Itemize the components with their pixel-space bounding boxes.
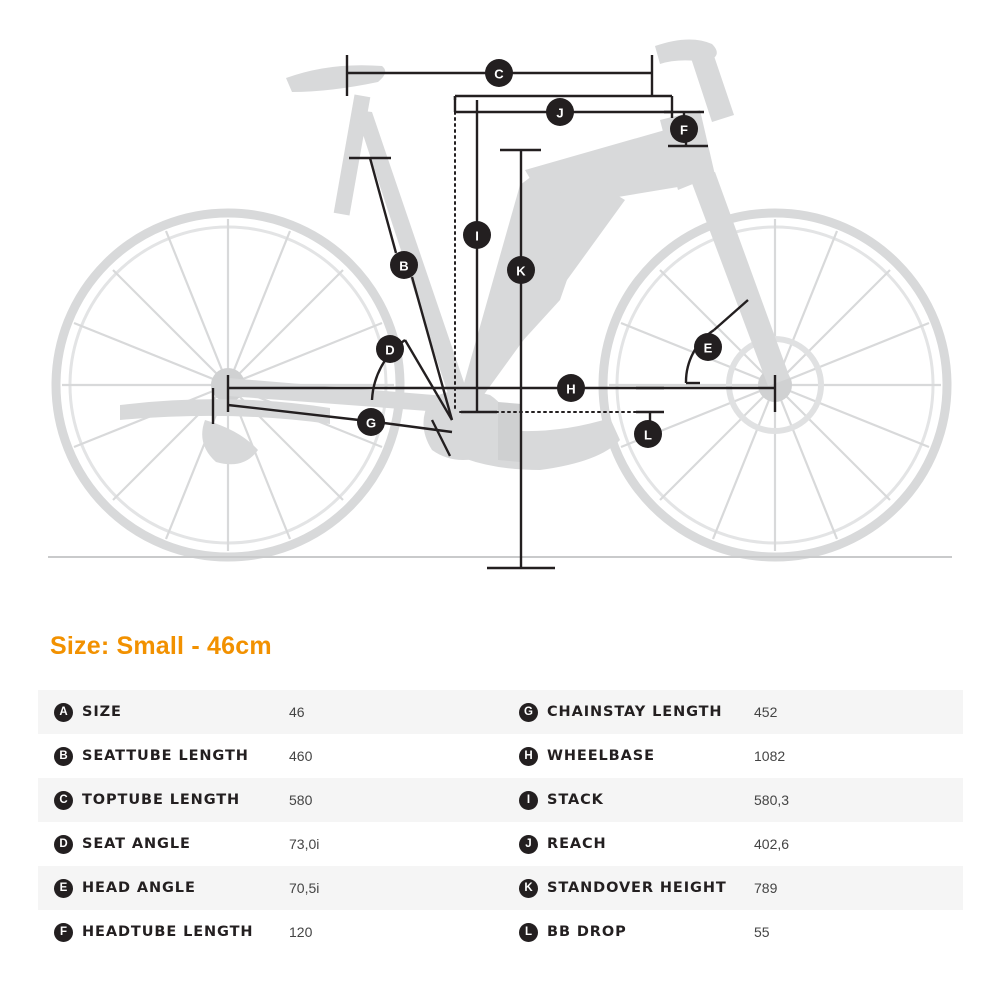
badge-icon: L [519,923,538,942]
svg-text:F: F [680,122,688,138]
row-value: 789 [754,880,778,896]
table-cell-label [38,910,283,954]
marker-L [634,420,662,448]
row-label: BB DROP [547,924,627,940]
marker-D [376,335,404,363]
marker-J [546,98,574,126]
badge-icon: K [519,879,538,898]
table-cell-label [38,866,283,910]
svg-text:H: H [566,381,576,397]
badge-icon: D [54,835,73,854]
row-label: SEAT ANGLE [82,836,191,852]
table-row [38,778,963,822]
table-cell-label [38,778,283,822]
table-cell-label [38,734,283,778]
table-cell-value [283,734,503,778]
badge-icon: C [54,791,73,810]
table-cell-value [748,734,963,778]
table-row [38,822,963,866]
svg-text:G: G [365,415,377,431]
table-cell-value [283,822,503,866]
table-cell-value [283,778,503,822]
table-row [38,910,963,954]
badge-icon: B [54,747,73,766]
svg-text:C: C [494,66,504,82]
page-title: Size: Small - 46cm [50,632,272,660]
table-cell-value [748,822,963,866]
row-label: SIZE [82,704,122,720]
table-row [38,690,963,734]
row-label: STACK [547,792,604,808]
row-value: 46 [289,704,305,720]
row-value: 70,5i [289,880,320,896]
table-cell-value [283,910,503,954]
row-label: SEATTUBE LENGTH [82,748,249,764]
row-value: 120 [289,924,313,940]
marker-K [507,256,535,284]
marker-G [357,408,385,436]
badge-icon: I [519,791,538,810]
row-label: REACH [547,836,607,852]
row-label: TOPTUBE LENGTH [82,792,241,808]
svg-text:J: J [556,105,564,121]
marker-B [390,251,418,279]
table-cell-value [748,866,963,910]
marker-E [694,333,722,361]
row-value: 73,0i [289,836,320,852]
row-value: 55 [754,924,770,940]
table-cell-label [503,822,748,866]
svg-text:D: D [385,342,395,358]
row-value: 402,6 [754,836,790,852]
badge-icon: G [519,703,538,722]
row-label: STANDOVER HEIGHT [547,880,727,896]
marker-C [485,59,513,87]
row-value: 580 [289,792,313,808]
row-label: HEADTUBE LENGTH [82,924,254,940]
row-value: 460 [289,748,313,764]
table-cell-label [503,690,748,734]
table-cell-value [283,690,503,734]
svg-text:E: E [703,340,713,356]
table-cell-value [283,866,503,910]
row-label: WHEELBASE [547,748,655,764]
badge-icon: F [54,923,73,942]
table-cell-value [748,778,963,822]
table-row [38,734,963,778]
table-cell-label [503,910,748,954]
geometry-table [38,690,963,954]
marker-H [557,374,585,402]
row-label: HEAD ANGLE [82,880,196,896]
table-cell-value [748,690,963,734]
row-value: 580,3 [754,792,790,808]
row-label: CHAINSTAY LENGTH [547,704,723,720]
marker-I [463,221,491,249]
badge-icon: E [54,879,73,898]
table-cell-label [38,690,283,734]
table-cell-label [503,866,748,910]
badge-icon: J [519,835,538,854]
badge-icon: H [519,747,538,766]
svg-text:B: B [399,258,409,274]
table-row [38,866,963,910]
table-cell-label [38,822,283,866]
table-cell-label [503,778,748,822]
svg-text:L: L [644,427,652,443]
svg-text:I: I [475,228,479,244]
badge-icon: A [54,703,73,722]
row-value: 452 [754,704,778,720]
marker-F [670,115,698,143]
svg-text:K: K [516,263,526,279]
table-cell-value [748,910,963,954]
row-value: 1082 [754,748,786,764]
table-cell-label [503,734,748,778]
bike-silhouette-graphic [56,39,947,557]
